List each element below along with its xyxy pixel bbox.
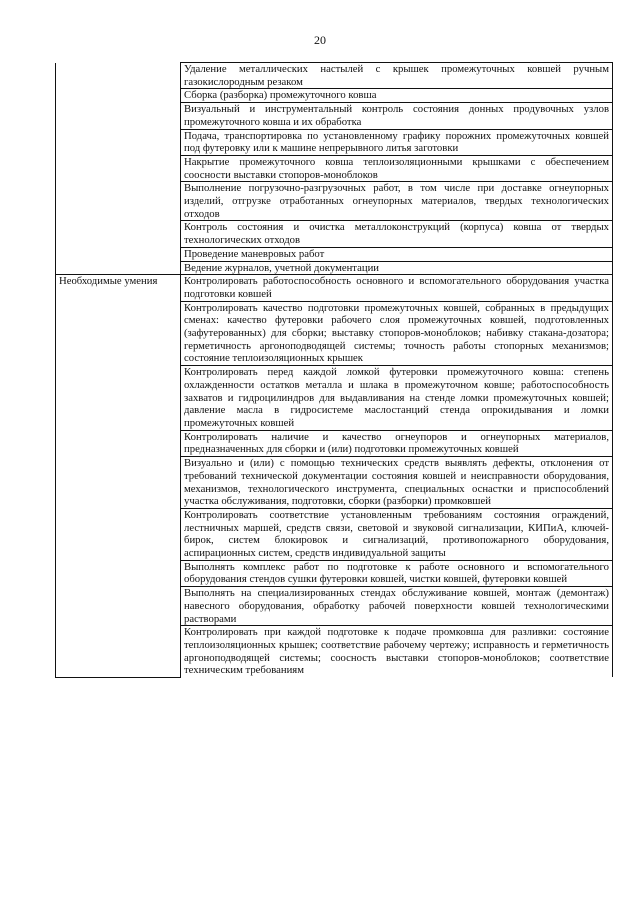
table-cell: Выполнение погрузочно-разгрузочных работ, в том числе при доставке огнеупорных изделий, отгрузке отработанных огнеупорных материалов, твердых технологических отходов <box>181 182 613 221</box>
table-cell: Контролировать работоспособность основного и вспомогательного оборудования участка подготовки ковшей <box>181 275 613 301</box>
table-cell: Подача, транспортировка по установленному графику порожних промежуточных ковшей под футеровку или к машине непрерывного литья заготовки <box>181 129 613 155</box>
table-cell: Ведение журналов, учетной документации <box>181 261 613 275</box>
table-cell: Сборка (разборка) промежуточного ковша <box>181 89 613 103</box>
empty-label-cell <box>56 63 181 275</box>
page-number: 20 <box>314 33 326 47</box>
table-cell: Контролировать соответствие установленным требованиям состояния ограждений, лестничных маршей, средств связи, световой и звуковой сигнализации, КИПиА, ключей-бирок, систем блокировок и сигнализаций, противопожарного оборудования, аспирационных систем, средств индивидуальной защиты <box>181 508 613 560</box>
skills-label-cell: Необходимые умения <box>56 275 181 677</box>
table-cell: Накрытие промежуточного ковша теплоизоляционными крышками с обеспечением соосности выставки стопоров-моноблоков <box>181 155 613 181</box>
table-row <box>56 63 613 89</box>
table-cell: Визуальный и инструментальный контроль состояния донных продувочных узлов промежуточного ковша и их обработка <box>181 103 613 129</box>
table-cell: Контролировать перед каждой ломкой футеровки промежуточного ковша: степень охлажденности остатков металла и шлака в промежуточном ковше; работоспособность захватов и гидроцилиндров для выдавливания на стенде ломки промежуточных ковшей; давление масла в гидросистеме маслостанций стенда опрокидывания и ломки промежуточных ковшей <box>181 366 613 431</box>
competency-table <box>55 62 613 678</box>
table-cell: Удаление металлических настылей с крышек промежуточных ковшей ручным газокислородным резаком <box>181 63 613 89</box>
table-cell: Контролировать качество подготовки промежуточных ковшей, собранных в предыдущих сменах: качество футеровки рабочего слоя промежуточных ковшей, подготовленных (зафутерованных) для сборки; выставку стопоров-моноблоков; набивку стакана-дозатора; герметичность аргоноподводящей системы; точность работы стопорных механизмов; состояние теплоизоляционных крышек <box>181 301 613 366</box>
table-cell: Контролировать наличие и качество огнеупоров и огнеупорных материалов, предназначенных для сборки и (или) подготовки промежуточных ковшей <box>181 430 613 456</box>
table-cell: Контроль состояния и очистка металлоконструкций (корпуса) ковша от твердых технологических отходов <box>181 221 613 247</box>
table-cell: Выполнять на специализированных стендах обслуживание ковшей, монтаж (демонтаж) навесного оборудования, обработку рабочей поверхности ковшей технологическими растворами <box>181 587 613 626</box>
table-cell: Визуально и (или) с помощью технических средств выявлять дефекты, отклонения от требований технической документации состояния ковшей и неисправности оборудования, механизмов, технологического инструмента, специальных оснастки и приспособлений участка обслуживания, подготовки, сборки (разборки) промковшей <box>181 457 613 509</box>
table-row <box>56 275 613 301</box>
table-cell: Выполнять комплекс работ по подготовке к работе основного и вспомогательного оборудования стендов сушки футеровки ковшей, чистки ковшей, футеровки ковшей <box>181 560 613 586</box>
table-cell: Контролировать при каждой подготовке к подаче промковша для разливки: состояние теплоизоляционных крышек; соответствие рабочему чертежу; исправность и герметичность аргоноподводящей системы; соосность выставки стопоров-моноблоков; соответствие техническим требованиям <box>181 626 613 677</box>
table-cell: Проведение маневровых работ <box>181 247 613 261</box>
